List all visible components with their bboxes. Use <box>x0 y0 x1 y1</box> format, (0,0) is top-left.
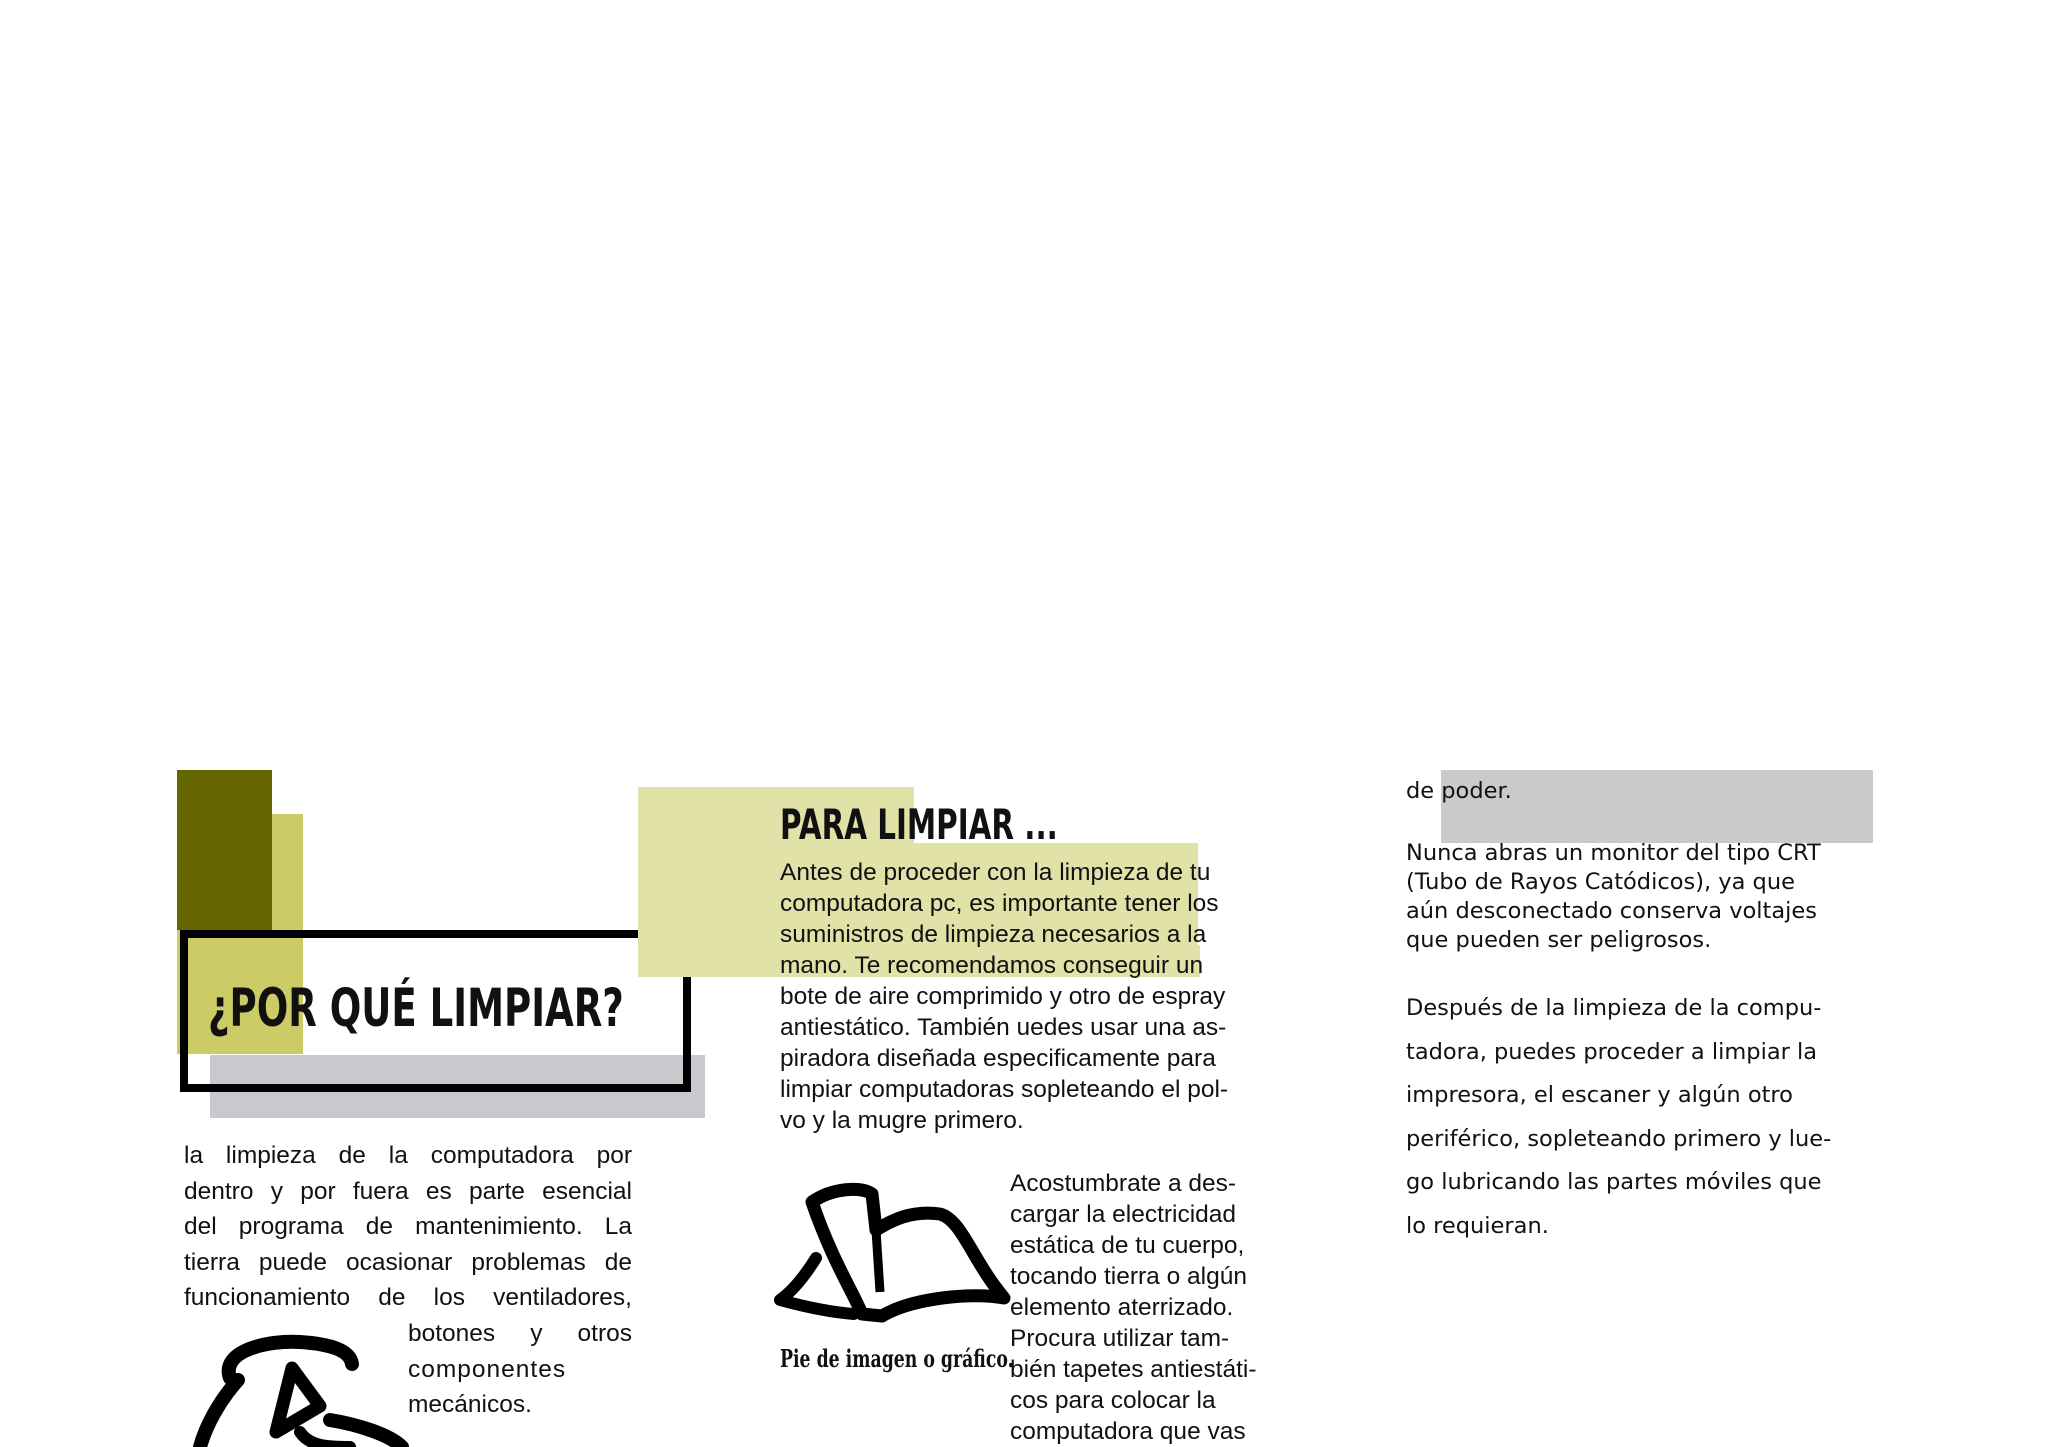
text-line: bote de aire comprimido y otro de espray <box>780 983 1226 1010</box>
text-line: dentro y por fuera es parte esencial <box>184 1177 632 1205</box>
section-heading-to-clean: PARA LIMPIAR ... <box>780 800 1058 849</box>
right-paragraph-1 <box>1406 839 1821 955</box>
text-line: aún desconectado conserva voltajes <box>1406 898 1817 924</box>
text-line: piradora diseñada especificamente para <box>780 1045 1216 1072</box>
middle-paragraph <box>780 857 1228 1136</box>
image-caption: Pie de imagen o gráfico. <box>780 1344 1014 1373</box>
text-line: Antes de proceder con la limpieza de tu <box>780 859 1211 886</box>
middle-side-paragraph <box>1010 1168 1257 1447</box>
text-line: Acostumbrate a des- <box>1010 1170 1237 1197</box>
text-line: limpiar computadoras sopleteando el pol- <box>780 1076 1229 1103</box>
open-book-icon <box>772 1180 1012 1328</box>
text-line: componentes <box>408 1355 567 1383</box>
text-line: Procura utilizar tam- <box>1010 1325 1230 1352</box>
text-line: (Tubo de Rayos Catódicos), ya que <box>1406 869 1795 895</box>
text-line: suministros de limpieza necesarios a la <box>780 921 1207 948</box>
text-line: tocando tierra o algún <box>1010 1263 1247 1290</box>
text-line: vo y la mugre primero. <box>780 1107 1024 1134</box>
text-line: cos para colocar la <box>1010 1387 1216 1414</box>
section-heading-why-clean: ¿POR QUÉ LIMPIAR? <box>208 978 624 1039</box>
right-top-line: de poder. <box>1406 778 1512 804</box>
text-line: periférico, sopleteando primero y lue- <box>1406 1125 1832 1152</box>
text-line: tierra puede ocasionar problemas de <box>184 1248 632 1276</box>
text-line: antiestático. También uedes usar una as- <box>780 1014 1227 1041</box>
text-line: computadora que vas <box>1010 1418 1246 1445</box>
text-line: bién tapetes antiestáti- <box>1010 1356 1257 1383</box>
text-line: que pueden ser peligrosos. <box>1406 927 1712 953</box>
text-line: impresora, el escaner y algún otro <box>1406 1082 1793 1108</box>
text-line: elemento aterrizado. <box>1010 1294 1234 1321</box>
text-line: tadora, puedes proceder a limpiar la <box>1406 1038 1818 1065</box>
text-line: mecánicos. <box>408 1391 532 1418</box>
text-line: Nunca abras un monitor del tipo CRT <box>1406 840 1821 866</box>
text-line: go lubricando las partes móviles que <box>1406 1169 1822 1195</box>
decor-dark-olive-block <box>177 770 272 930</box>
text-line: la limpieza de la computadora por <box>184 1142 632 1169</box>
text-line: Después de la limpieza de la compu- <box>1406 995 1822 1021</box>
text-line: lo requieran. <box>1406 1212 1549 1239</box>
left-paragraph <box>184 1138 632 1316</box>
text-line: botones y otros <box>408 1320 632 1347</box>
text-line: estática de tu cuerpo, <box>1010 1232 1245 1259</box>
left-wrap-paragraph <box>408 1316 632 1423</box>
text-line: del programa de mantenimiento. La <box>184 1213 632 1240</box>
right-paragraph-2 <box>1406 987 1831 1248</box>
text-line: cargar la electricidad <box>1010 1201 1237 1228</box>
text-line: funcionamiento de los ventiladores, <box>184 1284 632 1311</box>
text-line: computadora pc, es importante tener los <box>780 890 1219 917</box>
text-line: mano. Te recomendamos conseguir un <box>780 952 1204 979</box>
pencil-hand-drawing-icon <box>180 1320 410 1447</box>
